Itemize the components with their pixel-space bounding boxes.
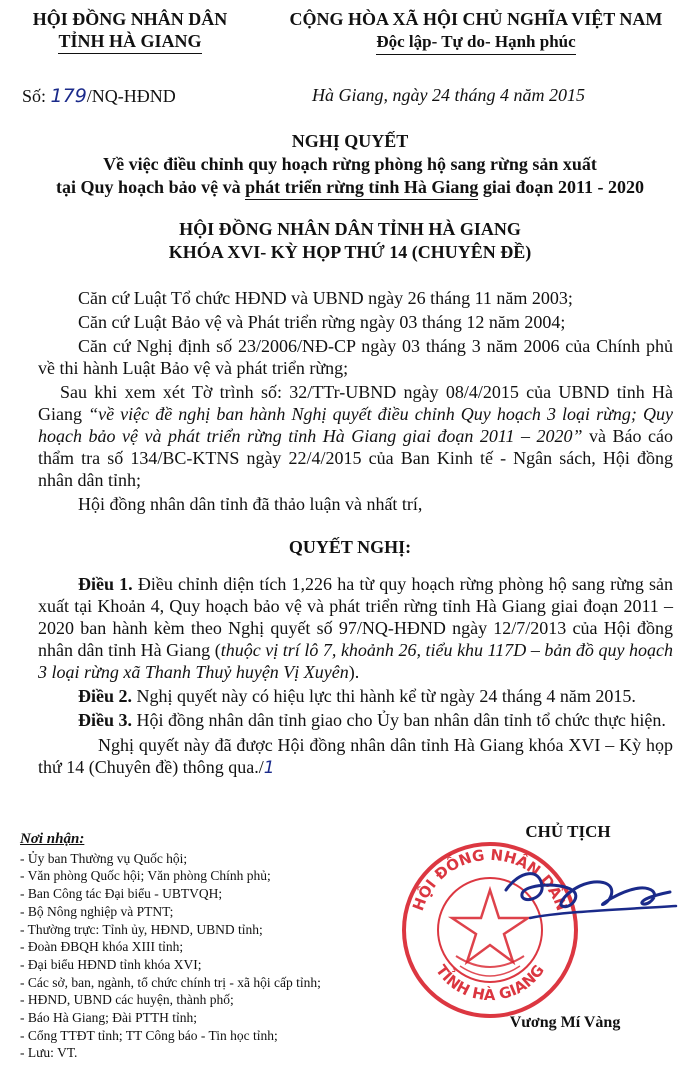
signature-scribble-icon [500,860,680,940]
national-title: CỘNG HÒA XÃ HỘI CHỦ NGHĨA VIỆT NAM [289,9,663,29]
article-3: Điều 3. Hội đồng nhân dân tỉnh giao cho Ủy ban nhân dân tỉnh tổ chức thực hiện. [78,710,666,730]
recipients-label: Nơi nhận: [20,831,85,847]
preamble-2: Căn cứ Luật Bảo vệ và Phát triển rừng ngày 03 tháng 12 năm 2004; [78,312,566,332]
signer-name: Vương Mí Vàng [509,1014,621,1031]
document-number [22,85,176,107]
recipients-list [20,850,420,1062]
council-line-1: HỘI ĐỒNG NHÂN DÂN TỈNH HÀ GIANG [179,219,521,239]
date-line: Hà Giang, ngày 24 tháng 4 năm 2015 [312,85,585,105]
doc-number-suffix: /NQ-HĐND [86,86,176,106]
list-item: - Cổng TTĐT tỉnh; TT Công báo - Tin học tỉnh; [20,1027,278,1043]
title-line-1: Về việc điều chỉnh quy hoạch rừng phòng hộ sang rừng sản xuất [103,154,597,174]
preamble-5: Hội đồng nhân dân tỉnh đã thảo luận và nhất trí, [78,494,423,514]
national-header [256,8,696,55]
list-item: - Thường trực: Tỉnh ủy, HĐND, UBND tỉnh; [20,921,263,937]
preamble-4: Sau khi xem xét Tờ trình số: 32/TTr-UBND ngày 08/4/2015 của UBND tỉnh Hà Giang “về việc đề nghị ban hành Nghị quyết điều chỉnh Quy hoạch 3 loại rừng; Quy hoạch bảo vệ và phát triển rừng tỉnh Hà Giang giai đoạn 2011 – 2020” và Báo cáo thẩm tra số 134/BC-KTNS ngày 22/4/2015 của Ban Kinh tế - Ngân sách, Hội đồng nhân dân tỉnh; [38,382,673,490]
svg-text:TỈNH HÀ GIANG: TỈNH HÀ GIANG [432,961,548,1005]
preamble-3: Căn cứ Nghị định số 23/2006/NĐ-CP ngày 03 tháng 3 năm 2006 của Chính phủ về thi hành Luật Bảo vệ và phát triển rừng; [38,336,673,378]
list-item: - Các sở, ban, ngành, tổ chức chính trị - xã hội cấp tỉnh; [20,974,321,990]
list-item: - HĐND, UBND các huyện, thành phố; [20,992,234,1008]
closing-paragraph: Nghị quyết này đã được Hội đồng nhân dân tỉnh Hà Giang khóa XVI – Kỳ họp thứ 14 (Chuyên đề) thông qua./1 [38,735,673,778]
council-heading [0,218,700,264]
list-item: - Đại biểu HĐND tỉnh khóa XVI; [20,956,202,972]
doc-number-handwritten: 179 [50,85,87,107]
recipients-block [20,830,420,1062]
issuer-line-1: HỘI ĐỒNG NHÂN DÂN [32,9,228,29]
list-item: - Ban Công tác Đại biểu - UBTVQH; [20,886,223,902]
list-item: - Báo Hà Giang; Đài PTTH tỉnh; [20,1010,197,1026]
resolution-title [0,130,700,200]
list-item: - Văn phòng Quốc hội; Văn phòng Chính phủ; [20,868,271,884]
article-2: Điều 2. Nghị quyết này có hiệu lực thi hành kể từ ngày 24 tháng 4 năm 2015. [78,686,636,706]
signer-title: CHỦ TỊCH [525,822,611,841]
list-item: - Bộ Nông nghiệp và PTNT; [20,903,174,919]
council-line-2: KHÓA XVI- KỲ HỌP THỨ 14 (CHUYÊN ĐỀ) [168,242,532,262]
article-1: Điều 1. Điều chỉnh diện tích 1,226 ha từ quy hoạch rừng phòng hộ sang rừng sản xuất tại Khoản 4, Quy hoạch bảo vệ và phát triển rừng tỉnh Hà Giang giai đoạn 2011 – 2020 ban hành kèm theo Nghị quyết số 97/NQ-HĐND ngày 12/7/2013 của Hội đồng nhân dân tỉnh Hà Giang (thuộc vị trí lô 7, khoảnh 26, tiểu khu 117D – bản đồ quy hoạch 3 loại rừng xã Thanh Thuỷ huyện Vị Xuyên). [38,574,673,682]
doc-number-prefix: Số: [22,86,47,106]
preamble-1: Căn cứ Luật Tổ chức HĐND và UBND ngày 26 tháng 11 năm 2003; [78,288,573,308]
list-item: - Lưu: VT. [20,1045,78,1061]
preamble [38,287,673,515]
list-item: - Ủy ban Thường vụ Quốc hội; [20,850,188,866]
national-motto: Độc lập- Tự do- Hạnh phúc [376,31,575,55]
list-item: - Đoàn ĐBQH khóa XIII tỉnh; [20,939,184,955]
title-main: NGHỊ QUYẾT [291,131,409,151]
svg-text:HỘI ĐỒNG NHÂN DÂN: HỘI ĐỒNG NHÂN DÂN [408,845,572,914]
title-line-2: tại Quy hoạch bảo vệ và phát triển rừng tỉnh Hà Giang giai đoạn 2011 - 2020 [0,176,700,200]
issuer-block [10,8,250,54]
issuer-line-2: TỈNH HÀ GIANG [58,30,201,54]
articles [38,573,673,779]
decision-heading: QUYẾT NGHỊ: [288,537,412,557]
